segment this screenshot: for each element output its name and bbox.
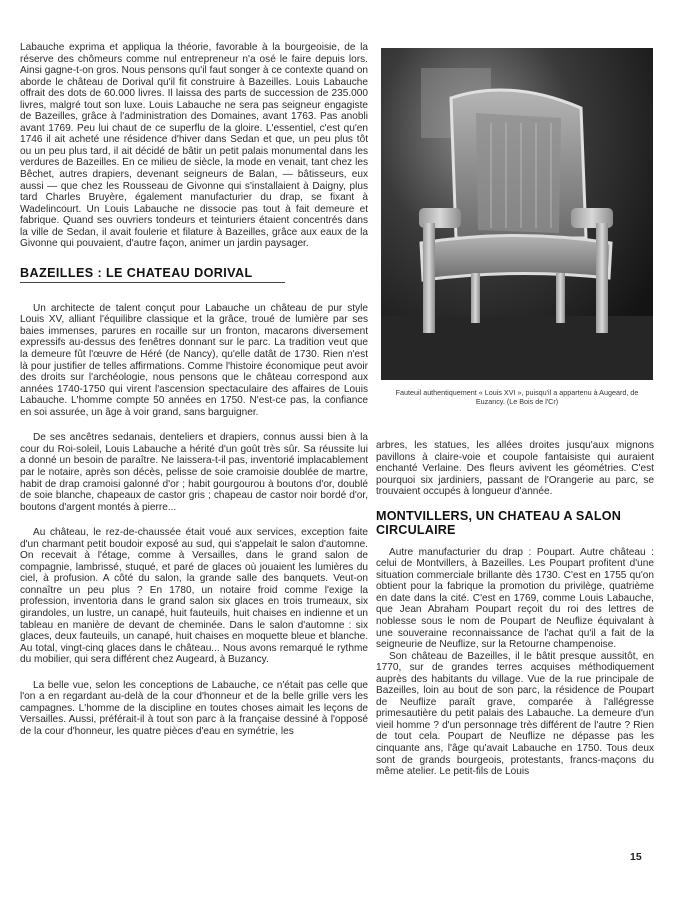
armchair-illustration [381, 48, 653, 380]
paragraph-chateau-rooms: Au château, le rez-de-chaussée était voué aux services, exception faite d'un charmant petit boudoir exposé au sud, qui s'appelait le salon d'automne. On recevait à l'étage, comme à Versailles, dans le grand salon de compagnie, lambrissé, stuqué, et paré de glaces où jouaient les lumières du ciel, à profusion. A côté du salon, la grande salle des banquets. Veut-on connaître un peu plus ? En 1780, un notaire froid comme l'exige la profession, inventoria dans le grand salon six glaces en trois trumeaux, six girandoles, un lustre, un canapé, huit fauteuils, huit chaises en indienne et un tableau en manière de devant de cheminée. Dans le salon d'automne : six glaces, deux fauteuils, un canapé, huit chaises en moquette bleue et blanche. Au total, vingt-cinq glaces dans le château... Nous avons remarqué le rythme du mobilier, qui sera différent chez Augeard, à Buzancy. [20, 527, 368, 666]
page-number: 15 [630, 851, 642, 863]
left-column [20, 42, 368, 737]
paragraph-gardens: arbres, les statues, les allées droites jusqu'aux mignons pavillons à claire-voie et coupole fantaisiste qui auraient enchanté Verlaine. Des fleurs avivent les géométries. C'est pourquoi six jardiniers, passant de l'Orangerie au parc, se trouvaient occupés à longueur d'année. [376, 440, 654, 498]
right-column [376, 440, 654, 778]
section-heading-montvillers [376, 509, 654, 537]
paragraph-ancestors: De ses ancêtres sedanais, denteliers et drapiers, connus aussi bien à la cour du Roi-soleil, Louis Labauche a hérité d'un goût très sûr. Sa réussite lui a donné un besoin de paraître. Ne laissera-t-il pas, inventorié implacablement par le notaire, après son décès, pelisse de soie cramoisie doublée de martre, habit de drap cramoisi galonné d'or ; habit gourgourou à boutons d'or, doublé de soie blanche, chapeaux de castor gris ; chapeau de castor noir bordé d'or, boutons d'argent montés à pierre... [20, 432, 368, 513]
heading-line-2: CIRCULAIRE [376, 522, 456, 537]
armchair-photo [381, 48, 653, 380]
paragraph-intro: Labauche exprima et appliqua la théorie, favorable à la bourgeoisie, de la réserve des chômeurs comme nul entrepreneur n'a osé le faire depuis lors. Ainsi gagne-t-on gros. Nous pensons qu'il faut songer à ce contexte quand on aborde le château de Dorival qu'il fit construire à Bazeilles. Louis Labauche offrait des dots de 60.000 livres. Il laissa des parts de succession de 235.000 livres, malgré tout son luxe. Louis Labauche ne sera pas seigneur engagiste de Bazeilles, grâce à l'administration des Domaines, avant 1763. Pas anobli avant 1769. Peu lui chaut de ce superflu de la gloire. L'essentiel, c'est qu'en 1746 il ait acheté une résidence d'hiver dans Sedan et que, un peu plus tôt ou un peu plus tard, il ait décidé de bâtir un petit palais monumental dans les verdures de Bazeilles. En ce milieu de siècle, la mode en venait, tant chez les Bêchet, autres drapiers, devenant seigneurs de Balan, — bâtisseurs, eux aussi — que chez les Rousseau de Givonne qui s'installaient à Daigny, plus tard Charles Bruyère, également manufacturier du drap, se fixant à Wadelincourt. Un Louis Labauche ne dissocie pas tout à fait demeure et fabrique. Quand ses ouvriers tondeurs et teinturiers étaient concentrés dans la ville de Sedan, il avait foulerie et filature à Bazeilles, grâce aux eaux de la Givonne qui pouvaient, d'autre façon, animer un jardin paysager. [20, 42, 368, 250]
photo-caption: Fauteuil authentiquement « Louis XVI », puisqu'il a appartenu à Augeard, de Euzancy. (Le Bois de l'Cr) [395, 388, 639, 406]
paragraph-poupart: Autre manufacturier du drap : Poupart. Autre château : celui de Montvillers, à Bazeilles. Les Poupart profitent d'une situation commerciale brillante dès 1730. C'est en 1755 qu'on obtient pour la fabrique la promotion du privilège, quatrième en date dans la cité. C'est en 1769, comme Louis Labauche, que Jean Abraham Poupart reçoit du roi des lettres de noblesse sous le nom de Poupart de Neuflize équivalant à une souveraine reconnaissance de l'achat qu'il a fait de la seigneurie de Neuflize, sur la Retourne champenoise. [376, 546, 654, 651]
paragraph-architect: Un architecte de talent conçut pour Labauche un château de pur style Louis XV, alliant l'équilibre classique et la grâce, troué de lumière par ses baies immenses, parures en rocaille sur un fronton, macarons diversement expressifs au-dessus des fenêtres donnant sur le parc. La tradition veut que la demeure fût l'œuvre de Héré (de Nancy), qu'elle datât de 1730. Rien n'est là pour justifier de telles affirmations. Comme l'histoire économique peut avoir des droits sur l'archéologie, nous pensons que le château correspond aux années 1740-1750 qui virent l'ascension spectaculaire des affaires de Louis Labauche. L'homme compte 50 années en 1750. N'est-ce pas, la confiance en soi assurée, un âge à voir grand, sans barguigner. [20, 302, 368, 418]
section-heading-dorival: BAZEILLES : LE CHATEAU DORIVAL [20, 266, 285, 283]
paragraph-montvillers-chateau: Son château de Bazeilles, il le bâtit presque aussitôt, en 1770, sur de grandes terres acquises méthodiquement auprès des habitants du village. Vue de la rue principale de Bazeilles, loin au bout de son parc, la résidence de Poupart de Neuflize paraît grave, comparée à l'allégresse primesautière du petit palais des Labauche. La demeure d'un vieil homme ? d'un personnage très différent de l'autre ? Rien de tout cela. Poupart de Neuflize ne dépasse pas les cinquante ans, l'âge qu'avait Labauche en 1750. Tous deux sont de grands bourgeois, protestants, francs-maçons du même atelier. Le petit-fils de Louis [376, 650, 654, 778]
paragraph-belle-vue: La belle vue, selon les conceptions de Labauche, ce n'était pas celle que l'on a en regardant au-delà de la cour d'honneur et de la belle grille vers les campagnes. L'homme de la discipline en toutes choses aimait les leçons de Versailles. Aussi, préférait-il à tout son parc à la française dessiné à l'opposé de la cour d'honneur, les quatre pièces d'eau en symétrie, les [20, 679, 368, 737]
heading-line-1: MONTVILLERS, UN CHATEAU A SALON [376, 508, 622, 523]
